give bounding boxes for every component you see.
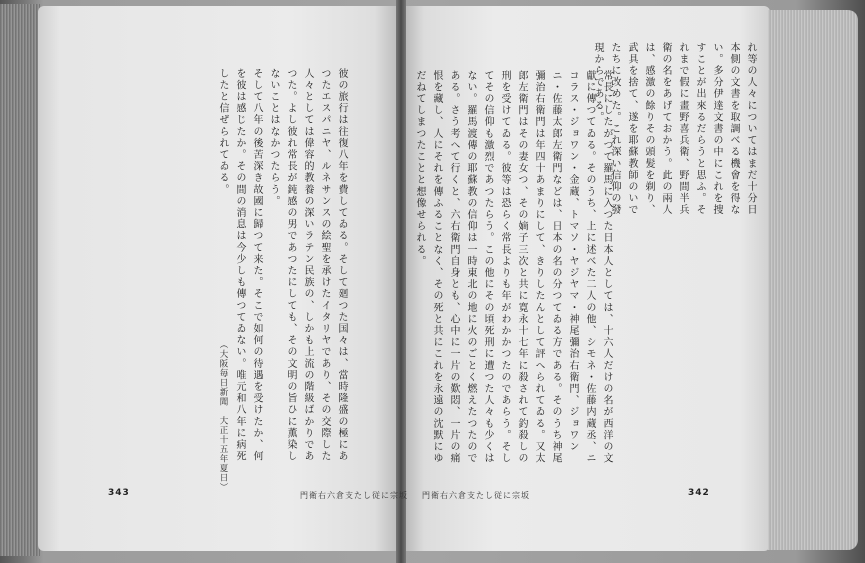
- left-page-number: 343: [108, 488, 130, 498]
- left-page-citation: （大阪毎日新聞 大正十五年夏日）: [218, 340, 228, 492]
- right-page-number: 342: [688, 488, 710, 498]
- left-page-edges: [0, 4, 40, 556]
- book-gutter: [396, 0, 406, 563]
- left-running-head: 門衛右六倉支たし従に宗坂: [300, 491, 408, 500]
- right-page-column-b: 常長にしたがつて羅馬に入つた日本人としては、十六人だけの名が西洋の文獻に傳つてゐる。そのうち、上に述べた二人の他、シモネ・佐藤内蔵丞、ニコラス・ジョワン・金蔵、トマソ・ヤジヤマ・神尾彌治右衛門、ジョワンニ・佐藤太郎左衛門などは、日本の名の分つてゐる方である。そのうち神尾彌治右衛門は年四十あまりにして、きりしたんとして評へられてゐる。又太郎左衛門はその妻女つ、その嫡子三次と共に寛永十七年に殺されて釣殺しの刑を受けてゐる。彼等は恐らく常長よりも年がわかかつたのであらう。そしてその信仰も激烈であつたらう。この他にその頃死刑に遭つた人々も少くはない。羅馬渡傳の耶蘇教の信仰は一時東北の地に火のごとく燃えたつたのである。さう考へて行くと、六右衛門自身とも、心中に一片の歎悶、一片の痛恨を藏し、人にそれを傳ふることなく、その死と共にこれを永遠の沈默にゆだねてしまつたことと想像せられる。: [414, 70, 612, 465]
- left-page-body: 彼の旅行は往復八年を費してゐる。そして廻つた国々は、當時隆盛の極にあつたエスパニヤ、ルネサンスの絵聖を承けたイタリヤであり、その交際した人々としては偉容的教養の深いラテン民族の、しかも上流の階級ばかりであつた。よし彼れ常長が鈍感の男であつたにしても、その文明の旨ひに薫染しないことはなかつたらう。 そして八年の後苦深き故國に歸つて来た。そこで如何の待遇を受けたか、何を彼は感じたか。その間の消息は今少しも傳つてゐない。唯元和八年に病死したと信ぜられてゐる。: [217, 68, 347, 463]
- right-running-head: 門衛右六倉支たし従に宗坂: [422, 491, 530, 500]
- right-page-edges: [768, 10, 858, 550]
- right-page-column-a: れ等の人々についてはまだ十分日本側の文書を取調べる機會を得ない。多分伊達文書の中にこれを捜すことが出來るだらうと思ふ。それまで假に畫野喜兵衛、野間半兵衛の名をあげておかう。此の兩人は、感激の餘りその頭髪を剃り、武具を捨て、遂を耶蘇教師のいでたちに改めた。これ深い信仰の發現からである。: [592, 42, 756, 216]
